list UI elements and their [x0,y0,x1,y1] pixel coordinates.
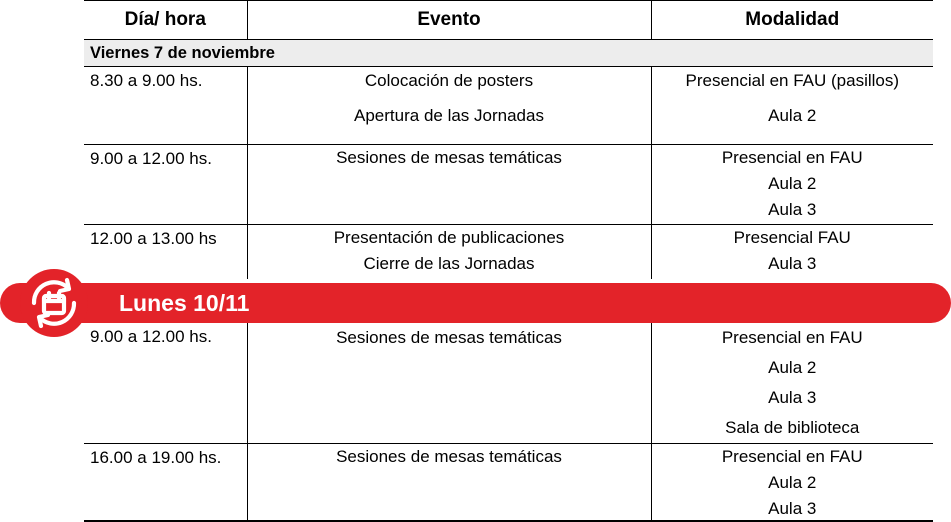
event-cell [247,323,651,444]
table-row [84,323,933,444]
mode-cell [651,444,933,522]
mode-line: Aula 2 [768,106,817,125]
mode-line: Aula 3 [768,254,817,273]
time-cell: 9.00 a 12.00 hs. [90,149,212,168]
event-cell [247,145,651,225]
event-line: Colocación de posters [364,71,534,90]
mode-line: Aula 2 [768,473,817,492]
mode-line: Presencial FAU [733,228,851,247]
mode-line: Presencial en FAU [721,328,863,347]
day-heading-row [84,40,933,67]
event-cell [247,67,651,145]
event-line: Apertura de las Jornadas [354,106,544,125]
mode-line: Presencial en FAU [721,148,863,167]
mode-line: Aula 2 [768,358,817,377]
mode-line: Aula 3 [768,200,817,219]
header-modalidad: Modalidad [651,1,933,40]
event-cell [247,444,651,522]
event-line: Presentación de publicaciones [333,228,565,247]
mode-cell [651,67,933,145]
header-evento: Evento [247,1,651,40]
calendar-refresh-icon [20,269,88,337]
time-cell: 9.00 a 12.00 hs. [90,327,212,346]
mode-cell [651,323,933,444]
mode-line: Sala de biblioteca [725,418,860,437]
banner-label: Lunes 10/11 [119,290,250,316]
event-line: Cierre de las Jornadas [363,254,535,273]
mode-line: Presencial en FAU [721,447,863,466]
day-heading: Viernes 7 de noviembre [84,40,933,67]
header-dia-hora: Día/ hora [84,1,247,40]
mode-line: Aula 2 [768,174,817,193]
table-row [84,225,933,279]
schedule-table-top [84,0,933,279]
day-banner [0,283,951,323]
mode-line: Aula 3 [768,499,817,518]
time-cell: 8.30 a 9.00 hs. [90,71,203,90]
event-line: Sesiones de mesas temáticas [336,148,562,167]
mode-line: Presencial en FAU (pasillos) [685,71,900,90]
table-row [84,444,933,522]
mode-cell [651,145,933,225]
event-line: Sesiones de mesas temáticas [336,328,562,347]
schedule-table-bottom [84,323,933,522]
mode-cell [651,225,933,279]
time-cell: 16.00 a 19.00 hs. [90,448,222,467]
event-cell [247,225,651,279]
mode-line: Aula 3 [768,388,817,407]
time-cell: 12.00 a 13.00 hs [90,229,217,248]
table-row [84,67,933,145]
event-line: Sesiones de mesas temáticas [336,447,562,466]
table-bottom-border [84,520,933,522]
table-row [84,145,933,225]
table-header [84,1,933,40]
